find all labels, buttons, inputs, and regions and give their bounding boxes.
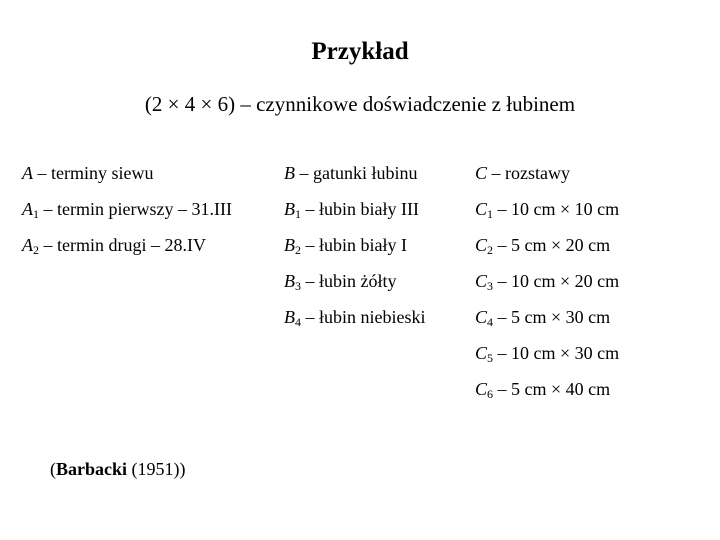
page-title: Przykład: [311, 38, 409, 65]
level-text: termin drugi – 28.IV: [57, 235, 206, 255]
factor-letter: C: [475, 307, 488, 327]
dash: –: [43, 199, 53, 219]
level-index: 1: [487, 207, 494, 221]
factor-letter: C: [475, 379, 488, 399]
level-text: 5 cm × 30 cm: [511, 307, 611, 327]
level-index: 3: [295, 279, 301, 293]
factor-letter: C: [475, 271, 488, 291]
factor-c-level: [475, 235, 610, 256]
factor-letter: B: [284, 307, 295, 327]
dash: –: [37, 163, 47, 183]
level-index: 4: [295, 315, 301, 329]
dash: –: [497, 379, 507, 399]
level-index: 2: [487, 243, 494, 257]
level-text: łubin biały I: [319, 235, 407, 255]
factor-c-level: [475, 343, 619, 364]
dash: –: [299, 163, 309, 183]
factor-letter: B: [284, 199, 295, 219]
source-citation: [50, 459, 186, 480]
dash: –: [43, 235, 53, 255]
level-index: 3: [487, 279, 494, 293]
level-text: 10 cm × 30 cm: [511, 343, 620, 363]
factor-letter: A: [22, 163, 33, 183]
dash: –: [497, 271, 507, 291]
dash: –: [497, 307, 507, 327]
level-index: 2: [33, 243, 39, 257]
level-index: 4: [487, 315, 494, 329]
dash: –: [305, 235, 315, 255]
factor-b-header: [284, 163, 418, 184]
factor-c-level: [475, 379, 610, 400]
level-text: łubin niebieski: [319, 307, 426, 327]
level-text: termin pierwszy – 31.III: [57, 199, 232, 219]
level-text: 10 cm × 20 cm: [511, 271, 620, 291]
factor-letter: B: [284, 271, 295, 291]
factor-letter: B: [284, 163, 295, 183]
factor-c-level: [475, 307, 610, 328]
citation-open-paren: (: [50, 459, 56, 479]
factor-a-header: [22, 163, 153, 184]
factor-letter: C: [475, 235, 488, 255]
factor-letter: A: [22, 235, 33, 255]
factor-header-text: gatunki łubinu: [313, 163, 418, 183]
dash: –: [305, 199, 315, 219]
factor-header-text: terminy siewu: [51, 163, 154, 183]
level-index: 1: [33, 207, 39, 221]
factor-a-level: [22, 199, 232, 220]
citation-author: Barbacki: [56, 459, 128, 479]
level-text: łubin żółty: [319, 271, 397, 291]
level-index: 5: [487, 351, 494, 365]
factor-letter: B: [284, 235, 295, 255]
factor-letter: A: [22, 199, 33, 219]
factor-letter: C: [475, 163, 488, 183]
dash: –: [497, 199, 507, 219]
factor-letter: C: [475, 343, 488, 363]
factor-b-level: [284, 199, 419, 220]
dash: –: [305, 307, 315, 327]
level-text: 10 cm × 10 cm: [511, 199, 620, 219]
citation-year: (1951)): [131, 459, 186, 479]
dash: –: [305, 271, 315, 291]
experiment-description: (2 × 4 × 6) – czynnikowe doświadczenie z łubinem: [144, 92, 576, 116]
level-text: łubin biały III: [319, 199, 419, 219]
factor-a-level: [22, 235, 206, 256]
level-index: 2: [295, 243, 301, 257]
factor-b-level: [284, 307, 426, 328]
dash: –: [497, 343, 507, 363]
factor-b-level: [284, 235, 407, 256]
factor-letter: C: [475, 199, 488, 219]
level-index: 1: [295, 207, 301, 221]
factor-c-level: [475, 199, 619, 220]
level-text: 5 cm × 20 cm: [511, 235, 611, 255]
dash: –: [491, 163, 501, 183]
factor-c-header: [475, 163, 570, 184]
dash: –: [497, 235, 507, 255]
factor-c-level: [475, 271, 619, 292]
factor-header-text: rozstawy: [505, 163, 570, 183]
factor-b-level: [284, 271, 397, 292]
level-index: 6: [487, 387, 494, 401]
level-text: 5 cm × 40 cm: [511, 379, 611, 399]
